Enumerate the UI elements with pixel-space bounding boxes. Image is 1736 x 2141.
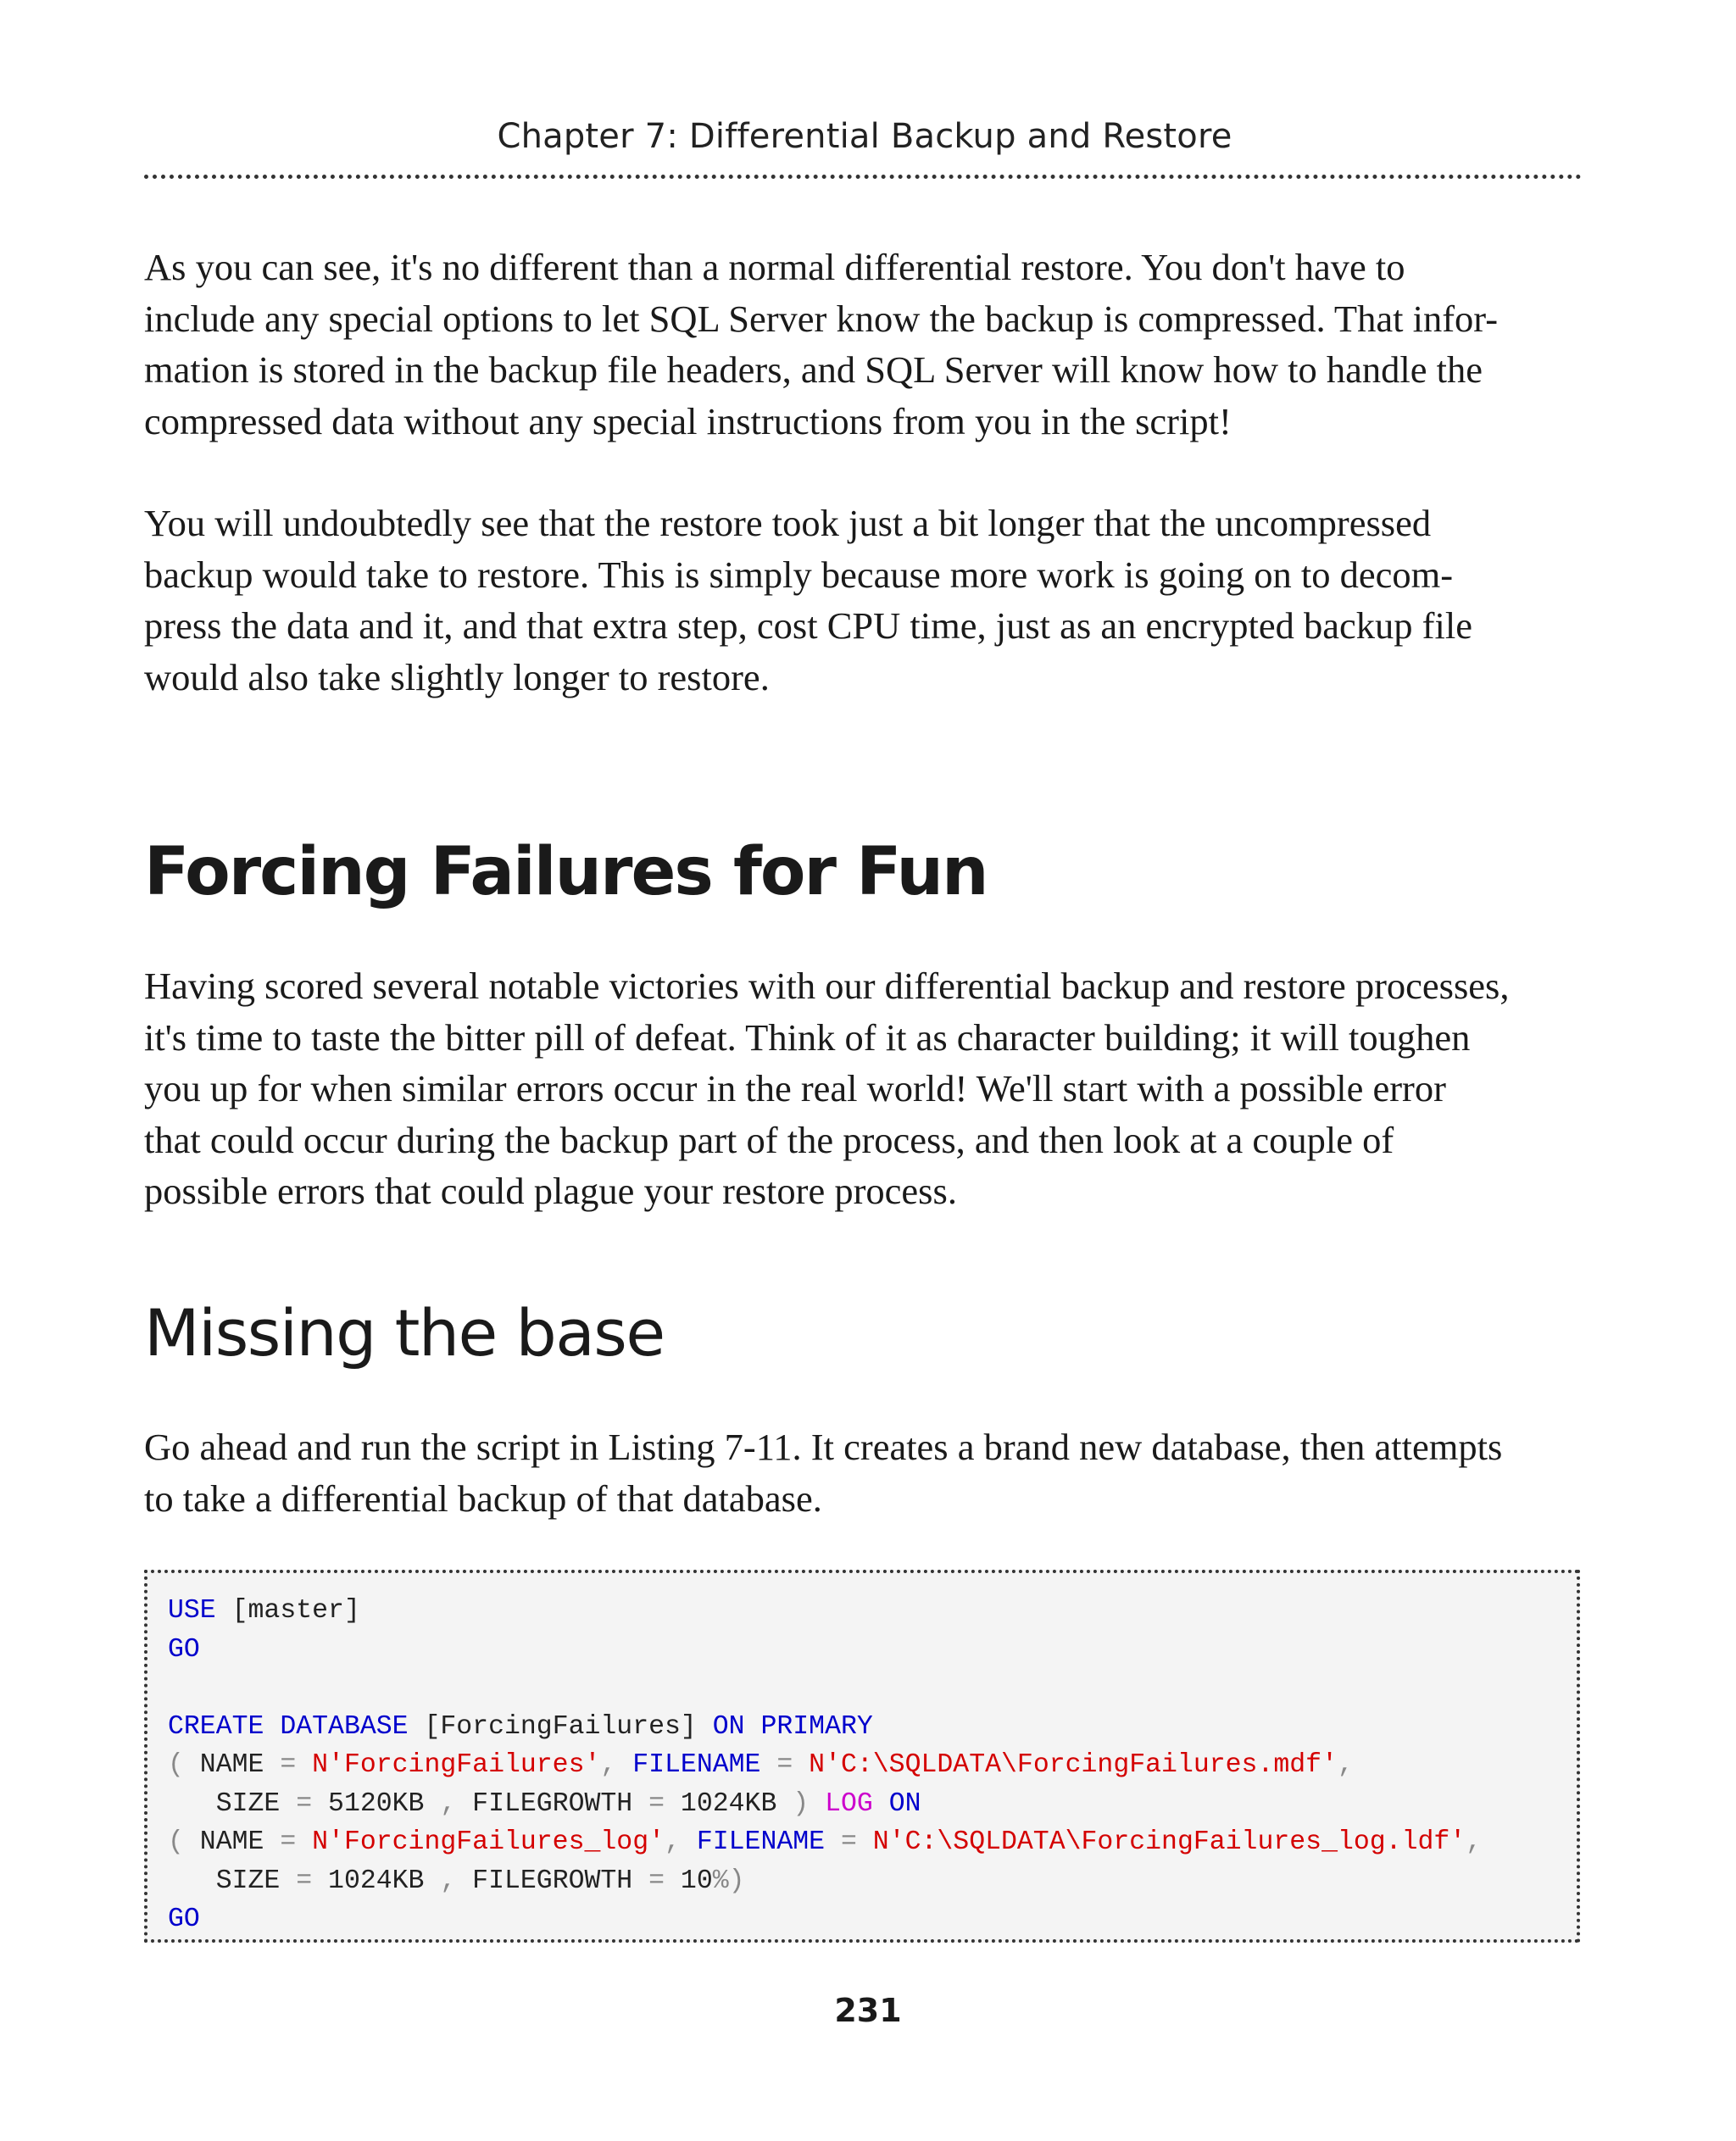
code-token: = xyxy=(648,1788,665,1819)
code-token xyxy=(809,1789,825,1819)
paragraph-line: As you can see, it's no different than a normal differential restore. You don't have to xyxy=(144,246,1405,288)
paragraph-missing-base-intro xyxy=(144,1421,1602,1524)
paragraph-forcing-intro xyxy=(144,960,1602,1217)
code-token: N'ForcingFailures' xyxy=(312,1750,601,1780)
code-token: FILEGROWTH xyxy=(456,1788,649,1819)
page-number: 231 xyxy=(834,1992,902,2029)
header-divider xyxy=(144,175,1582,179)
code-token: 1024KB xyxy=(312,1866,441,1896)
paragraph-line: mation is stored in the backup file headers, and SQL Server will know how to handle the xyxy=(144,348,1483,391)
code-line xyxy=(168,1708,1577,1747)
code-token: [master] xyxy=(215,1596,360,1626)
code-token xyxy=(745,1712,761,1742)
code-line xyxy=(168,1900,1577,1939)
paragraph-line: include any special options to let SQL Server know the backup is compressed. That infor- xyxy=(144,297,1499,340)
code-token: N'C:\SQLDATA\ForcingFailures_log.ldf' xyxy=(872,1827,1466,1857)
code-token: SIZE xyxy=(168,1866,297,1896)
paragraph-line: it's time to taste the bitter pill of defeat. Think of it as character building; it will toughen xyxy=(144,1015,1471,1059)
code-token: ) xyxy=(793,1788,810,1819)
paragraph-line: you up for when similar errors occur in the real world! We'll start with a possible error xyxy=(144,1067,1446,1109)
code-token xyxy=(760,1750,776,1780)
code-token: LOG xyxy=(825,1788,873,1819)
code-token: 5120KB xyxy=(312,1788,441,1819)
paragraph-line: press the data and it, and that extra step, cost CPU time, just as an encrypted backup file xyxy=(144,604,1472,647)
code-token: GO xyxy=(168,1634,200,1665)
code-token: FILEGROWTH xyxy=(456,1866,649,1896)
code-token xyxy=(296,1827,312,1857)
code-line xyxy=(168,1785,1577,1824)
paragraph-line: You will undoubtedly see that the restore took just a bit longer that the uncompressed xyxy=(144,502,1432,544)
code-token xyxy=(825,1827,841,1857)
paragraph-line: would also take slightly longer to restore. xyxy=(144,655,770,698)
code-token: = xyxy=(776,1750,793,1780)
code-token: FILENAME xyxy=(696,1827,826,1857)
code-token xyxy=(857,1827,873,1857)
code-token: = xyxy=(296,1788,313,1819)
subsection-heading: Missing the base xyxy=(144,1295,665,1371)
running-header: Chapter 7: Differential Backup and Restore xyxy=(497,117,1232,156)
code-token: , xyxy=(665,1827,681,1857)
code-token: = xyxy=(648,1866,665,1896)
code-token: GO xyxy=(168,1905,200,1934)
paragraph-line: possible errors that could plague your restore process. xyxy=(144,1170,957,1212)
code-token: [ForcingFailures] xyxy=(408,1711,713,1742)
paragraph-line: to take a differential backup of that database. xyxy=(144,1476,822,1520)
code-token: = xyxy=(296,1866,313,1896)
code-token xyxy=(873,1789,889,1819)
paragraph-line: Go ahead and run the script in Listing 7-11. It creates a brand new database, then attempts xyxy=(144,1426,1503,1468)
code-token: ON xyxy=(712,1711,745,1742)
paragraph-line: Having scored several notable victories with our differential backup and restore processes, xyxy=(144,965,1510,1007)
code-token: N'C:\SQLDATA\ForcingFailures.mdf' xyxy=(809,1750,1338,1780)
code-token: NAME xyxy=(183,1750,281,1780)
code-token: USE xyxy=(168,1596,216,1626)
code-token: N'ForcingFailures_log' xyxy=(312,1827,665,1857)
code-line xyxy=(168,1746,1577,1785)
code-token: , xyxy=(440,1866,457,1896)
paragraph-line: backup would take to restore. This is simply because more work is going on to decom- xyxy=(144,553,1454,596)
paragraph-intro-1 xyxy=(144,242,1602,447)
code-line xyxy=(168,1862,1577,1901)
code-token xyxy=(793,1750,809,1780)
paragraph-intro-2 xyxy=(144,498,1602,703)
code-token xyxy=(264,1712,280,1742)
code-line xyxy=(168,1823,1577,1862)
code-token xyxy=(681,1827,697,1857)
code-token: NAME xyxy=(183,1827,281,1857)
code-token: DATABASE xyxy=(280,1711,409,1742)
code-token: CREATE xyxy=(168,1711,264,1742)
code-token: ON xyxy=(888,1788,921,1819)
code-token: = xyxy=(840,1827,857,1857)
code-token: , xyxy=(440,1788,457,1819)
paragraph-line: that could occur during the backup part of the process, and then look at a couple of xyxy=(144,1118,1394,1161)
code-token: PRIMARY xyxy=(760,1711,873,1742)
code-line xyxy=(168,1631,1577,1670)
code-token: ( xyxy=(168,1827,184,1857)
code-token: FILENAME xyxy=(632,1750,761,1780)
code-token xyxy=(296,1750,312,1780)
code-token: 10 xyxy=(665,1866,713,1896)
code-token: %) xyxy=(712,1866,745,1896)
section-heading: Forcing Failures for Fun xyxy=(144,834,988,910)
code-token: = xyxy=(280,1827,297,1857)
code-line xyxy=(168,1592,1577,1631)
code-token: , xyxy=(1466,1827,1483,1857)
code-line xyxy=(168,1669,1577,1708)
code-token: SIZE xyxy=(168,1788,297,1819)
paragraph-line: compressed data without any special instructions from you in the script! xyxy=(144,399,1232,442)
code-token: = xyxy=(280,1750,297,1780)
code-token: ( xyxy=(168,1750,184,1780)
code-listing xyxy=(144,1570,1580,1943)
code-token: , xyxy=(1337,1750,1354,1780)
code-token: , xyxy=(600,1750,617,1780)
code-token: 1024KB xyxy=(665,1788,793,1819)
code-token xyxy=(616,1750,632,1780)
